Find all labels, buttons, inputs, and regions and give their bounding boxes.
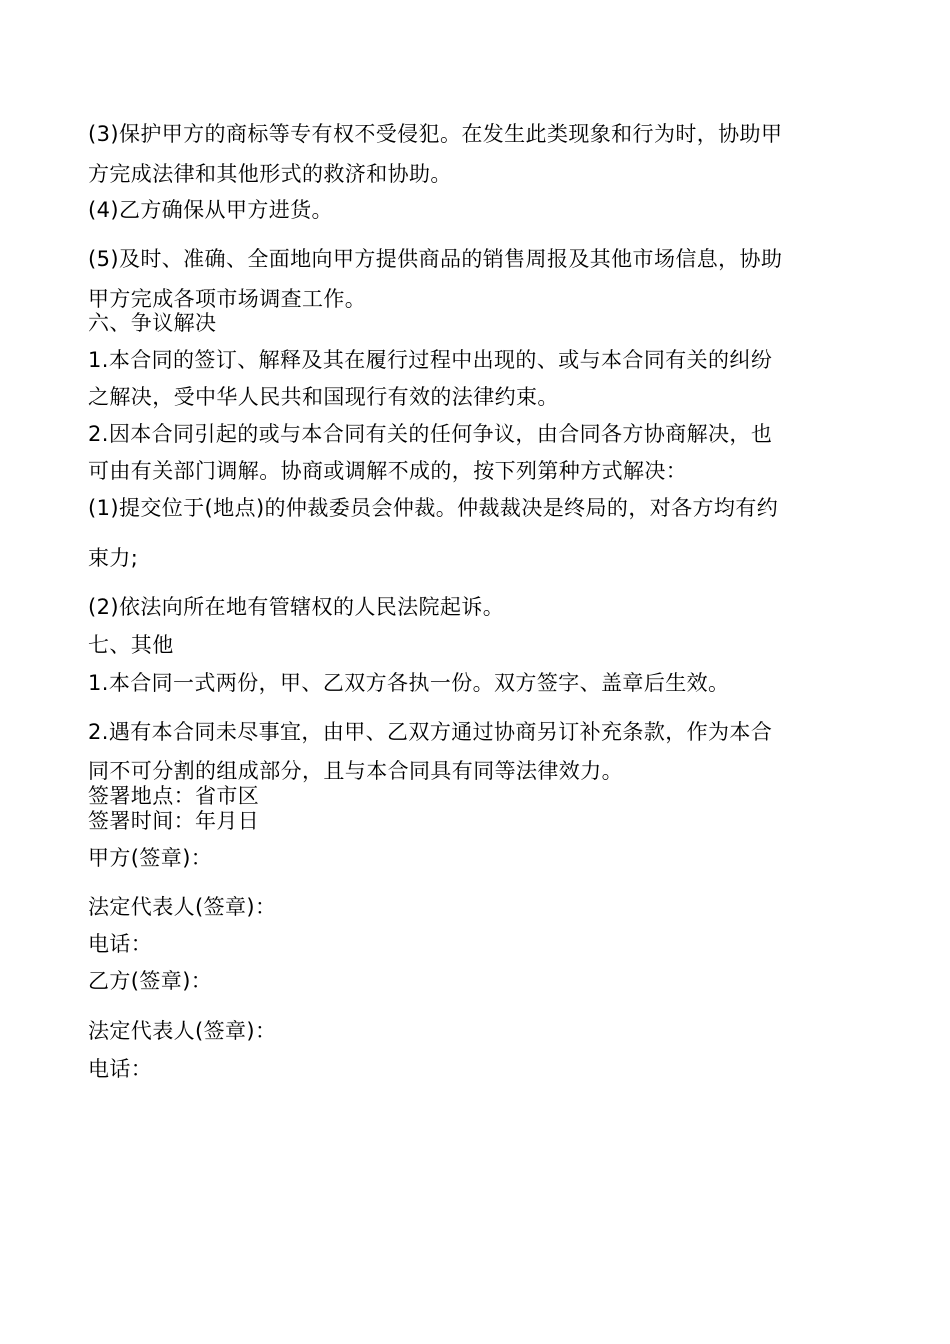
section-heading-other: 七、其他	[88, 633, 174, 657]
party-a-seal: 甲方(签章)：	[88, 846, 213, 870]
party-b-legal-rep: 法定代表人(签章)：	[88, 1019, 277, 1043]
clause-5-3-line-1: (3)保护甲方的商标等专有权不受侵犯。在发生此类现象和行为时，协助甲	[88, 122, 783, 146]
signing-place: 签署地点：省市区	[88, 784, 260, 808]
party-a-phone: 电话：	[88, 932, 153, 956]
party-b-phone: 电话：	[88, 1057, 153, 1081]
signing-time: 签署时间：年月日	[88, 809, 260, 833]
clause-6-2-2: (2)依法向所在地有管辖权的人民法院起诉。	[88, 595, 505, 619]
clause-6-1-line-1: 1.本合同的签订、解释及其在履行过程中出现的、或与本合同有关的纠纷	[88, 348, 773, 372]
clause-5-3-line-2: 方完成法律和其他形式的救济和协助。	[88, 162, 452, 186]
party-b-seal: 乙方(签章)：	[88, 969, 213, 993]
clause-5-4: (4)乙方确保从甲方进货。	[88, 198, 333, 222]
clause-6-2-1-line-2: 束力;	[88, 546, 139, 570]
clause-7-2-line-2: 同不可分割的组成部分，且与本合同具有同等法律效力。	[88, 759, 623, 783]
clause-6-1-line-2: 之解决，受中华人民共和国现行有效的法律约束。	[88, 385, 559, 409]
clause-5-5-line-1: (5)及时、准确、全面地向甲方提供商品的销售周报及其他市场信息，协助	[88, 247, 783, 271]
clause-5-5-line-2: 甲方完成各项市场调查工作。	[88, 287, 367, 311]
party-a-legal-rep: 法定代表人(签章)：	[88, 895, 277, 919]
clause-6-2-1-line-1: (1)提交位于(地点)的仲裁委员会仲裁。仲裁裁决是终局的，对各方均有约	[88, 496, 779, 520]
clause-7-2-line-1: 2.遇有本合同未尽事宜，由甲、乙双方通过协商另订补充条款，作为本合	[88, 720, 773, 744]
clause-6-2-line-1: 2.因本合同引起的或与本合同有关的任何争议，由合同各方协商解决，也	[88, 422, 773, 446]
clause-6-2-line-2: 可由有关部门调解。协商或调解不成的，按下列第种方式解决：	[88, 459, 688, 483]
section-heading-dispute: 六、争议解决	[88, 311, 217, 335]
clause-7-1: 1.本合同一式两份，甲、乙双方各执一份。双方签字、盖章后生效。	[88, 671, 730, 695]
